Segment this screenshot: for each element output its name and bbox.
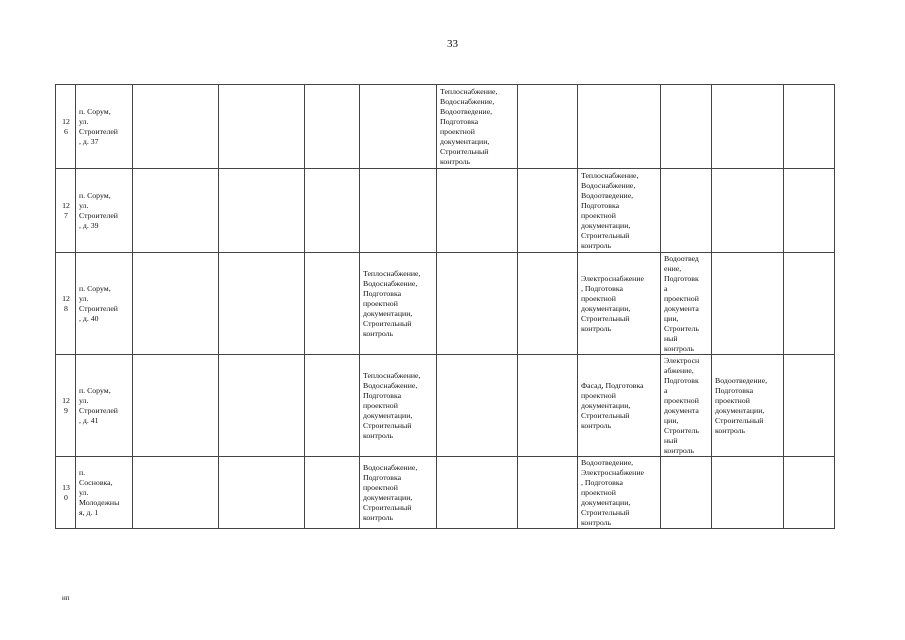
empty-cell	[661, 85, 712, 169]
empty-cell	[784, 253, 835, 355]
works-cell: Теплоснабжение, Водоснабжение, Водоотведение, Подготовка проектной документации, Строительный контроль	[437, 85, 518, 169]
table-row	[56, 169, 835, 253]
empty-cell	[784, 169, 835, 253]
works-cell: Водоснабжение, Подготовка проектной документации, Строительный контроль	[360, 457, 437, 529]
row-number-cell: 12 7	[56, 169, 76, 253]
empty-cell	[219, 355, 305, 457]
empty-cell	[219, 253, 305, 355]
empty-cell	[518, 355, 578, 457]
empty-cell	[437, 169, 518, 253]
empty-cell	[219, 85, 305, 169]
empty-cell	[360, 169, 437, 253]
empty-cell	[133, 253, 219, 355]
empty-cell	[437, 253, 518, 355]
row-number-cell: 12 9	[56, 355, 76, 457]
address-cell: п. Сорум, ул. Строителей , д. 39	[76, 169, 133, 253]
empty-cell	[305, 85, 360, 169]
empty-cell	[518, 85, 578, 169]
empty-cell	[437, 355, 518, 457]
works-cell: Фасад, Подготовка проектной документации, Строительный контроль	[578, 355, 661, 457]
empty-cell	[712, 85, 784, 169]
table-row	[56, 457, 835, 529]
empty-cell	[712, 169, 784, 253]
empty-cell	[437, 457, 518, 529]
row-number-cell: 12 6	[56, 85, 76, 169]
empty-cell	[661, 457, 712, 529]
empty-cell	[518, 253, 578, 355]
empty-cell	[518, 169, 578, 253]
address-cell: п. Сорум, ул. Строителей , д. 37	[76, 85, 133, 169]
address-cell: п. Сорум, ул. Строителей , д. 41	[76, 355, 133, 457]
empty-cell	[360, 85, 437, 169]
empty-cell	[133, 169, 219, 253]
empty-cell	[712, 457, 784, 529]
empty-cell	[305, 457, 360, 529]
works-schedule-table	[55, 84, 835, 529]
table-row	[56, 253, 835, 355]
table-row	[56, 85, 835, 169]
works-cell: Теплоснабжение, Водоснабжение, Подготовка проектной документации, Строительный контроль	[360, 253, 437, 355]
address-cell: п. Сосновка, ул. Молодежны я, д. 1	[76, 457, 133, 529]
works-cell: Теплоснабжение, Водоснабжение, Подготовка проектной документации, Строительный контроль	[360, 355, 437, 457]
empty-cell	[578, 85, 661, 169]
empty-cell	[133, 355, 219, 457]
empty-cell	[133, 457, 219, 529]
empty-cell	[712, 253, 784, 355]
row-number-cell: 13 0	[56, 457, 76, 529]
works-cell: Водоотведение, Подготовка проектной документации, Строительный контроль	[712, 355, 784, 457]
empty-cell	[518, 457, 578, 529]
works-cell: Электроснабжение , Подготовка проектной документации, Строительный контроль	[578, 253, 661, 355]
empty-cell	[784, 85, 835, 169]
empty-cell	[219, 169, 305, 253]
works-cell: Водоотведение, Электроснабжение , Подготовка проектной документации, Строительный контроль	[578, 457, 661, 529]
works-cell: Теплоснабжение, Водоснабжение, Водоотведение, Подготовка проектной документации, Строительный контроль	[578, 169, 661, 253]
page-number: 33	[447, 38, 458, 50]
empty-cell	[133, 85, 219, 169]
empty-cell	[305, 253, 360, 355]
row-number-cell: 12 8	[56, 253, 76, 355]
empty-cell	[219, 457, 305, 529]
empty-cell	[305, 355, 360, 457]
address-cell: п. Сорум, ул. Строителей , д. 40	[76, 253, 133, 355]
works-cell: Водоотвед ение, Подготовк а проектной документа ции, Строитель ный контроль	[661, 253, 712, 355]
table-row	[56, 355, 835, 457]
footer-mark: нп	[62, 594, 70, 602]
works-cell: Электросн абжение, Подготовк а проектной документа ции, Строитель ный контроль	[661, 355, 712, 457]
empty-cell	[784, 457, 835, 529]
empty-cell	[661, 169, 712, 253]
empty-cell	[784, 355, 835, 457]
empty-cell	[305, 169, 360, 253]
